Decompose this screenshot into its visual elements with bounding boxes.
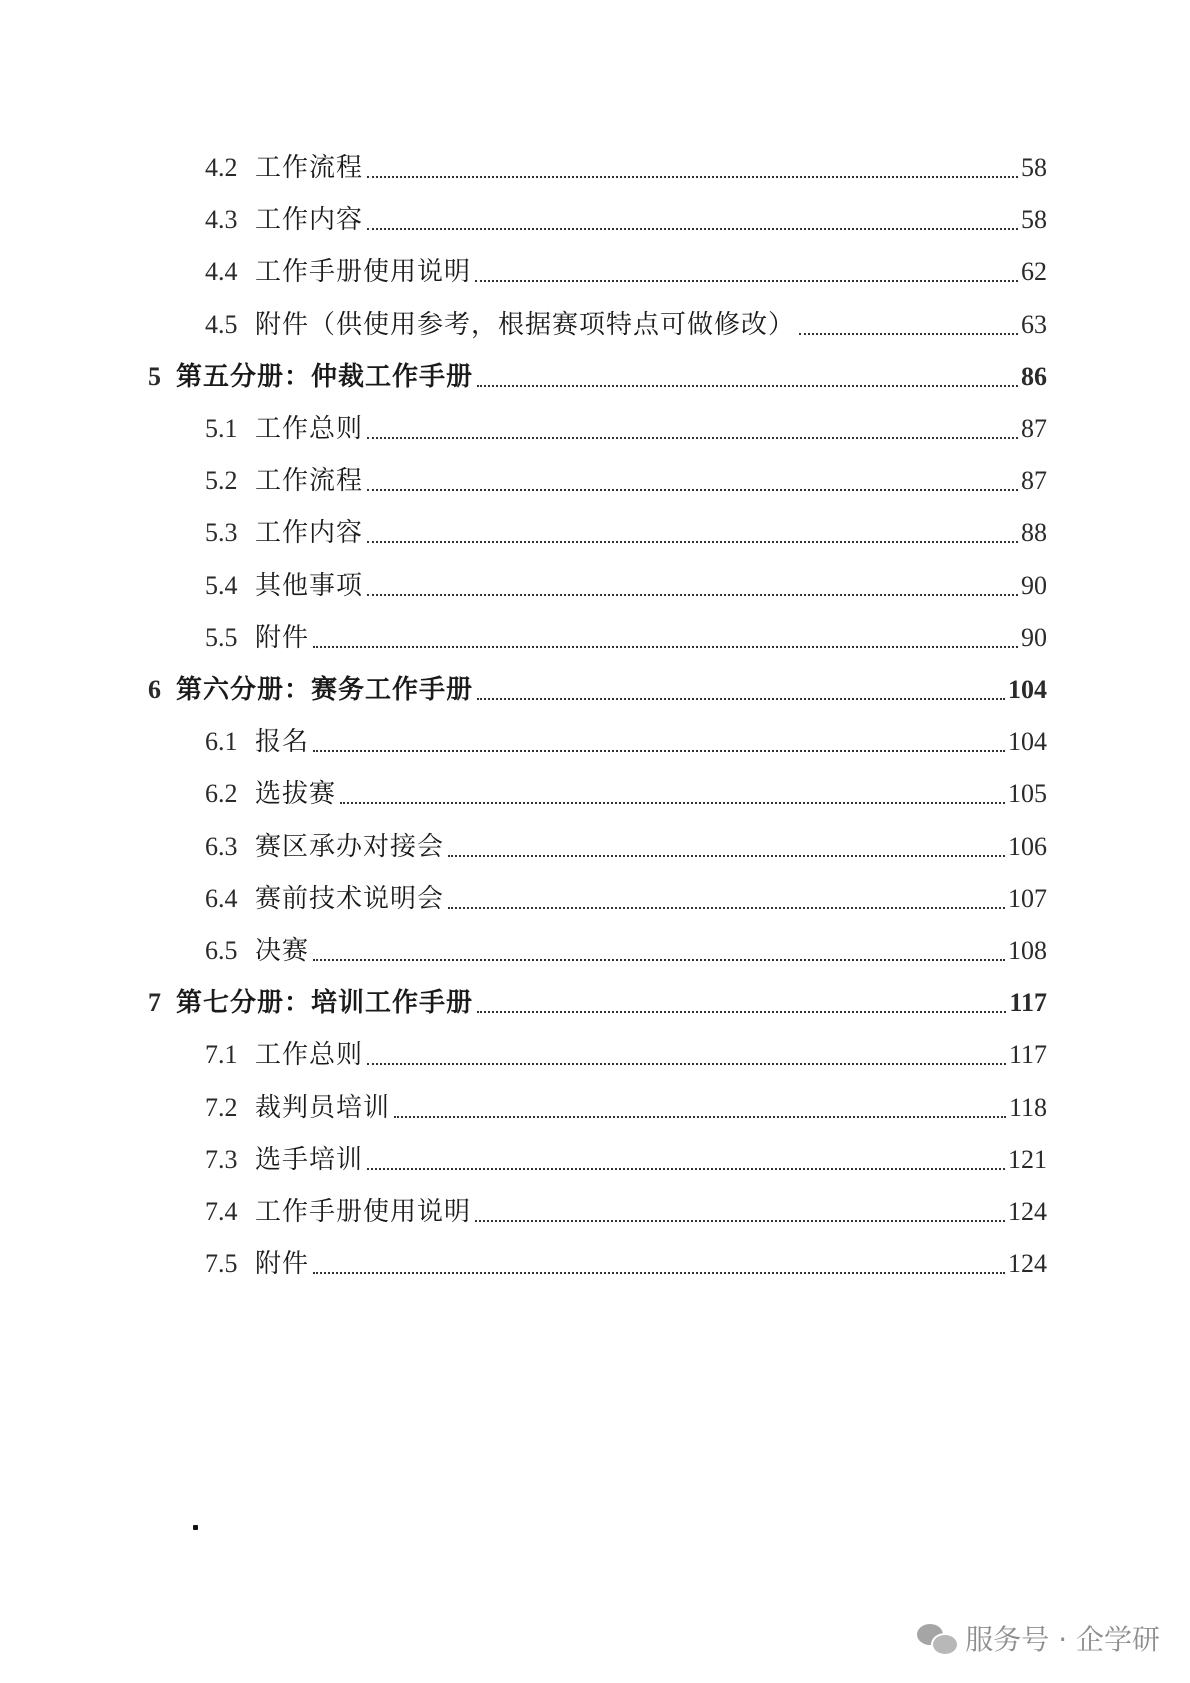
toc-dot-leader [367,540,1018,543]
toc-entry-page-number: 124 [1008,1249,1047,1279]
toc-entry-number: 4.4 [205,257,238,287]
toc-entry-title: 附件 [255,1249,310,1280]
toc-chapter-entry[interactable] [148,357,1047,397]
toc-entry-number: 5.3 [205,518,238,548]
toc-entry-title: 报名 [255,727,310,758]
toc-entry-number: 4.3 [205,205,238,235]
toc-entry-number: 7.3 [205,1144,238,1174]
toc-entry-title: 赛前技术说明会 [255,883,445,914]
toc-entry-page-number: 58 [1021,153,1047,182]
toc-dot-leader [367,593,1018,596]
toc-entry[interactable] [205,774,1047,814]
toc-entry-page-number: 108 [1008,936,1047,965]
toc-entry-number: 7.1 [205,1040,238,1070]
toc-entry-page-number: 63 [1021,309,1047,339]
toc-entry-page-number: 117 [1008,1040,1047,1070]
toc-entry-number: 4.5 [205,309,238,339]
toc-entry-title: 工作流程 [255,466,364,497]
toc-entry[interactable] [205,879,1047,919]
toc-entry-title: 工作手册使用说明 [255,257,472,288]
toc-dot-leader [448,906,1005,909]
toc-entry-number: 5.2 [205,466,238,496]
toc-dot-leader [367,436,1018,439]
toc-entry-page-number: 86 [1021,361,1047,391]
toc-entry[interactable] [205,305,1047,345]
toc-dot-leader [313,749,1005,752]
toc-entry[interactable] [205,513,1047,553]
toc-entry-number: 7 [148,988,161,1018]
toc-entry-title: 工作流程 [255,153,364,183]
toc-entry-title: 附件（供使用参考，根据赛项特点可做修改） [255,309,796,340]
toc-dot-leader [475,279,1018,282]
toc-dot-leader [340,801,1005,804]
toc-entry-number: 6.4 [205,883,238,913]
toc-entry-title: 选手培训 [255,1144,364,1175]
toc-entry[interactable] [205,827,1047,867]
toc-dot-leader [394,1115,1006,1118]
toc-entry-page-number: 107 [1008,883,1047,913]
toc-entry-number: 4.2 [205,153,238,182]
toc-entry-page-number: 117 [1009,988,1047,1018]
toc-dot-leader [367,1062,1006,1065]
toc-entry-page-number: 87 [1021,414,1047,443]
toc-entry[interactable] [205,1244,1047,1284]
toc-entry-number: 5 [148,361,161,391]
toc-entry[interactable] [205,252,1047,292]
toc-chapter-entry[interactable] [148,670,1047,710]
toc-dot-leader [367,488,1018,491]
toc-dot-leader [367,227,1018,230]
toc-entry[interactable] [205,1140,1047,1180]
toc-entry[interactable] [205,1088,1047,1128]
toc-entry-title: 第六分册：赛务工作手册 [176,675,474,705]
toc-entry-number: 6 [148,675,161,704]
toc-entry-title: 决赛 [255,936,310,966]
toc-entry-number: 5.1 [205,414,238,443]
toc-entry-title: 第五分册：仲裁工作手册 [176,361,474,392]
toc-entry-title: 工作总则 [255,1040,364,1071]
toc-dot-leader [475,1219,1005,1222]
toc-dot-leader [477,697,1005,700]
toc-entry-title: 工作总则 [255,414,364,444]
toc-dot-leader [313,645,1018,648]
toc-entry-number: 6.3 [205,831,238,861]
toc-entry-number: 6.2 [205,779,238,809]
toc-entry[interactable] [205,461,1047,501]
toc-entry[interactable] [205,1192,1047,1232]
watermark-text: 服务号 · 企学研 [965,1623,1160,1656]
toc-entry-title: 裁判员培训 [255,1092,391,1123]
toc-entry-number: 5.5 [205,622,238,652]
toc-entry[interactable] [205,148,1047,188]
toc-entry-page-number: 104 [1008,727,1047,757]
toc-entry[interactable] [205,409,1047,449]
toc-entry-number: 6.5 [205,936,238,965]
toc-dot-leader [313,958,1005,961]
toc-entry-page-number: 118 [1008,1092,1047,1122]
wechat-icon [917,1622,957,1654]
toc-entry-number: 7.5 [205,1249,238,1279]
toc-dot-leader [367,175,1018,178]
toc-entry-page-number: 105 [1008,779,1047,809]
toc-dot-leader [313,1271,1005,1274]
toc-entry-page-number: 87 [1021,466,1047,496]
toc-entry[interactable] [205,618,1047,658]
watermark [917,1618,1160,1658]
toc-entry-title: 工作内容 [255,518,364,549]
toc-entry-number: 7.4 [205,1197,238,1226]
toc-entry-page-number: 88 [1021,518,1047,548]
toc-entry-number: 5.4 [205,570,238,600]
toc-entry-page-number: 104 [1008,675,1047,704]
toc-dot-leader [799,332,1018,335]
toc-entry-title: 赛区承办对接会 [255,831,445,862]
stray-dot [193,1525,198,1530]
toc-entry[interactable] [205,200,1047,240]
toc-entry-page-number: 124 [1008,1197,1047,1226]
toc-dot-leader [477,1010,1006,1013]
toc-entry-page-number: 90 [1021,622,1047,652]
toc-dot-leader [448,854,1005,857]
toc-chapter-entry[interactable] [148,983,1047,1023]
toc-entry[interactable] [205,722,1047,762]
toc-entry-title: 工作内容 [255,205,364,236]
toc-entry-number: 6.1 [205,727,238,757]
toc-dot-leader [367,1167,1005,1170]
toc-entry-page-number: 106 [1008,831,1047,861]
toc-entry-title: 选拔赛 [255,779,337,810]
toc-entry-title: 第七分册：培训工作手册 [176,988,474,1019]
toc-entry-title: 工作手册使用说明 [255,1197,472,1227]
toc-entry[interactable] [205,931,1047,971]
toc-entry[interactable] [205,1035,1047,1075]
toc-entry-page-number: 121 [1008,1144,1047,1174]
toc-entry-number: 7.2 [205,1092,238,1122]
toc-dot-leader [477,384,1018,387]
toc-entry-page-number: 62 [1021,257,1047,287]
toc-entry-title: 其他事项 [255,570,364,601]
toc-entry-page-number: 58 [1021,205,1047,235]
toc-entry[interactable] [205,566,1047,606]
toc-entry-title: 附件 [255,622,310,653]
toc-entry-page-number: 90 [1021,570,1047,600]
